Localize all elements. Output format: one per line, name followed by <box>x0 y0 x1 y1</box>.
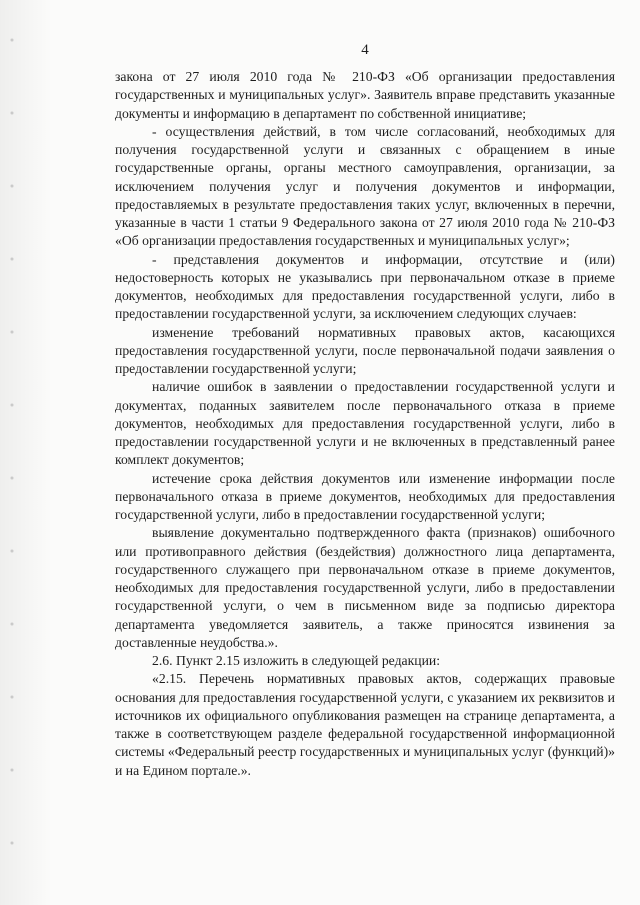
scan-noise-margin <box>0 0 52 905</box>
paragraph-subitem: истечение срока действия документов или изменение информации после первоначального отказа в приеме документов, необходимых для предоставления государственной услуги, либо в предоставлении государственной услуги; <box>115 470 615 522</box>
page-number: 4 <box>361 42 369 58</box>
paragraph-continuation: закона от 27 июля 2010 года № 210-ФЗ «Об организации предоставления государственных и муниципальных услуг». Заявитель вправе представить указанные документы и информацию в департамент по собственной инициативе; <box>115 69 615 121</box>
paragraph-subitem: наличие ошибок в заявлении о предоставлении государственной услуги и документах, поданных заявителем после первоначального отказа в приеме документов, необходимых для предоставления государственной услуги, либо в предоставлении государственной услуги и не включенных в представленный ранее комплект документов; <box>115 379 615 468</box>
paragraph-item: - осуществления действий, в том числе согласований, необходимых для получения государственной услуги и связанных с обращением в иные государственные органы, органы местного самоуправления, организации, за исключением получения услуг и получения документов и информации, предоставляемых в результате предоставления таких услуг, включенных в перечни, указанные в части 1 статьи 9 Федерального закона от 27 июля 2010 года № 210-ФЗ «Об организации предоставления государственных и муниципальных услуг»; <box>115 123 615 249</box>
paragraph-subitem: изменение требований нормативных правовых актов, касающихся предоставления государственной услуги, после первоначальной подачи заявления о предоставлении государственной услуги; <box>115 324 615 376</box>
paragraph-quote: «2.15. Перечень нормативных правовых актов, содержащих правовые основания для предоставления государственной услуги, с указанием их реквизитов и источников их официального опубликования размещен на странице департамента, а также в соответствующем разделе федеральной государственной информационной системы «Федеральный реестр государственных и муниципальных услуг (функций)» и на Едином портале.». <box>115 671 615 778</box>
paragraph-subitem: выявление документально подтвержденного факта (признаков) ошибочного или противоправного действия (бездействия) должностного лица департамента, государственного служащего при первоначальном отказе в приеме документов, необходимых для предоставления государственной услуги, либо в предоставлении государственной услуги, о чем в письменном виде за подписью директора департамента уведомляется заявитель, а также приносятся извинения за доставленные неудобства.». <box>115 525 615 650</box>
document-body <box>115 68 615 780</box>
paragraph-item: - представления документов и информации, отсутствие и (или) недостоверность которых не указывались при первоначальном отказе в приеме документов, необходимых для предоставления государственной услуги, либо в предоставлении государственной услуги, за исключением следующих случаев: <box>115 251 615 322</box>
paragraph-amendment: 2.6. Пункт 2.15 изложить в следующей редакции: <box>152 653 441 668</box>
